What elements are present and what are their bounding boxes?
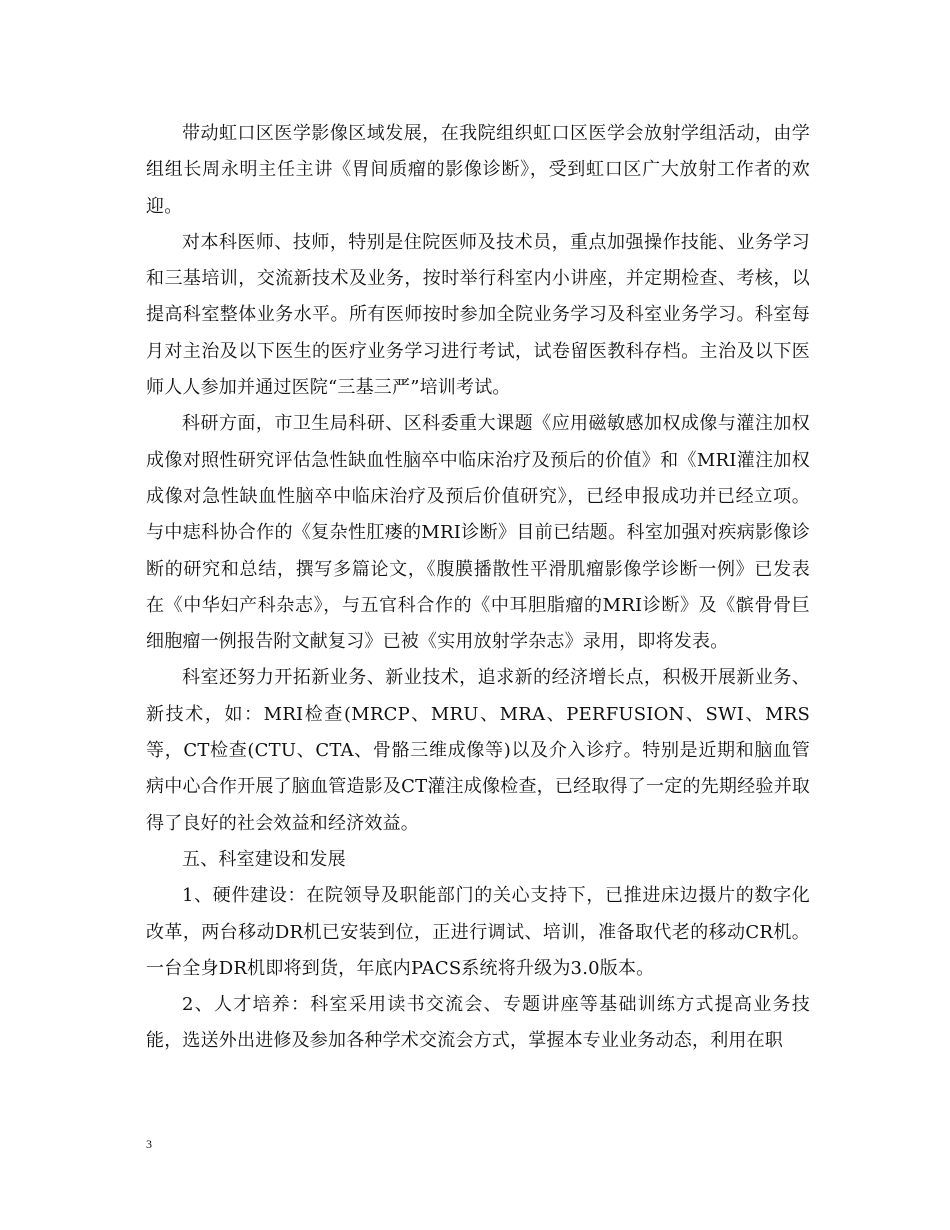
- page-number: 3: [146, 1137, 152, 1151]
- paragraph-4: 科室还努力开拓新业务、新业技术，追求新的经济增长点，积极开展新业务、新技术，如：MRI检查(MRCP、MRU、MRA、PERFUSION、SWI、MRS等，CT检查(CTU、CTA、骨骼三维成像等)以及介入诊疗。特别是近期和脑血管病中心合作开展了脑血管造影及CT灌注成像检查，已经取得了一定的先期经验并取得了良好的社会效益和经济效益。: [146, 667, 810, 834]
- paragraph-3: 科研方面，市卫生局科研、区科委重大课题《应用磁敏感加权成像与灌注加权成像对照性研究评估急性缺血性脑卒中临床治疗及预后的价值》和《MRI灌注加权成像对急性缺血性脑卒中临床治疗及预后价值研究》，已经申报成功并已经立项。与中痣科协合作的《复杂性肛瘘的MRI诊断》目前已结题。科室加强对疾病影像诊断的研究和总结，撰写多篇论文，《腹膜播散性平滑肌瘤影像学诊断一例》已发表在《中华妇产科杂志》，与五官科合作的《中耳胆脂瘤的MRI诊断》及《髌骨骨巨细胞瘤一例报告附文献复习》已被《实用放射学杂志》录用，即将发表。: [146, 413, 810, 653]
- section-heading: 五、科室建设和发展: [182, 848, 346, 870]
- paragraph-2: 对本科医师、技师，特别是住院医师及技术员，重点加强操作技能、业务学习和三基培训，交流新技术及业务，按时举行科室内小讲座，并定期检查、考核，以提高科室整体业务水平。所有医师按时参加全院业务学习及科室业务学习。科室每月对主治及以下医生的医疗业务学习进行考试，试卷留医教科存档。主治及以下医师人人参加并通过医院“三基三严”培训考试。: [146, 231, 810, 399]
- paragraph-5: 1、硬件建设：在院领导及职能部门的关心支持下，已推进床边摄片的数字化改革，两台移动DR机已安装到位，正进行调试、培训，准备取代老的移动CR机。一台全身DR机即将到货，年底内PACS系统将升级为3.0版本。: [146, 885, 810, 979]
- document-body: [146, 116, 810, 1060]
- paragraph-1: 带动虹口区医学影像区域发展，在我院组织虹口区医学会放射学组活动，由学组组长周永明主任主讲《胃间质瘤的影像诊断》，受到虹口区广大放射工作者的欢迎。: [146, 123, 810, 217]
- paragraph-6: 2、人才培养：科室采用读书交流会、专题讲座等基础训练方式提高业务技能，选送外出进修及参加各种学术交流会方式，掌握本专业业务动态，利用在职: [146, 994, 810, 1052]
